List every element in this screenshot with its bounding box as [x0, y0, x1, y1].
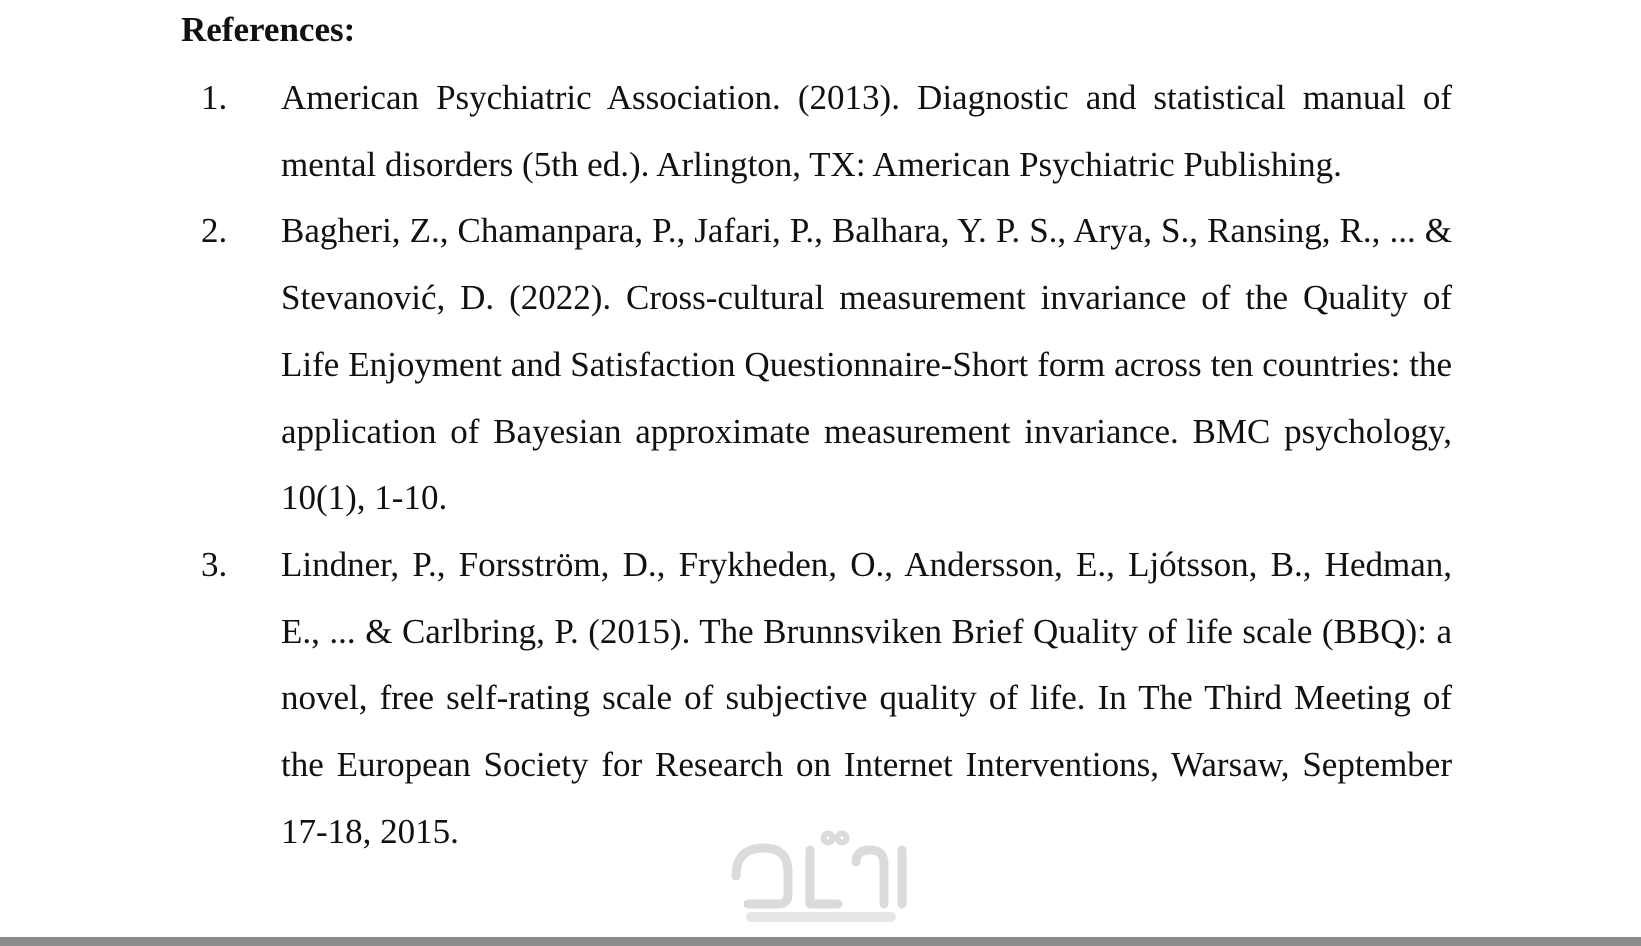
reference-text: Bagheri, Z., Chamanpara, P., Jafari, P., Balhara, Y. P. S., Arya, S., Ransing, R., ... & Stevanović, D. (2022). Cross-cultural measurement invariance of the Quality of Life Enjoyment and Satisfaction Questionnaire-Short form across ten countries: the application of Bayesian approximate measurement invariance. BMC psychology, 10(1), 1-10. — [281, 211, 1452, 518]
reference-number: 3. — [201, 544, 228, 584]
reference-text: American Psychiatric Association. (2013). Diagnostic and statistical manual of mental disorders (5th ed.). Arlington, TX: American Psychiatric Publishing. — [281, 78, 1452, 184]
reference-item — [0, 532, 1641, 866]
reference-item — [0, 65, 1641, 198]
bottom-scroll-edge — [0, 937, 1641, 946]
reference-number: 1. — [201, 78, 228, 117]
references-heading: References: — [181, 10, 356, 49]
reference-item — [0, 198, 1641, 532]
reference-text: Lindner, P., Forsström, D., Frykheden, O., Andersson, E., Ljótsson, B., Hedman, E., ... & Carlbring, P. (2015). The Brunnsviken Brief Quality of life scale (BBQ): a novel, free self-rating scale of subjective quality of life. In The Third Meeting of the European Society for Research on Internet Interventions, Warsaw, September 17-18, 2015. — [281, 544, 1452, 851]
reference-number: 2. — [201, 211, 228, 251]
references-list — [0, 65, 1641, 865]
